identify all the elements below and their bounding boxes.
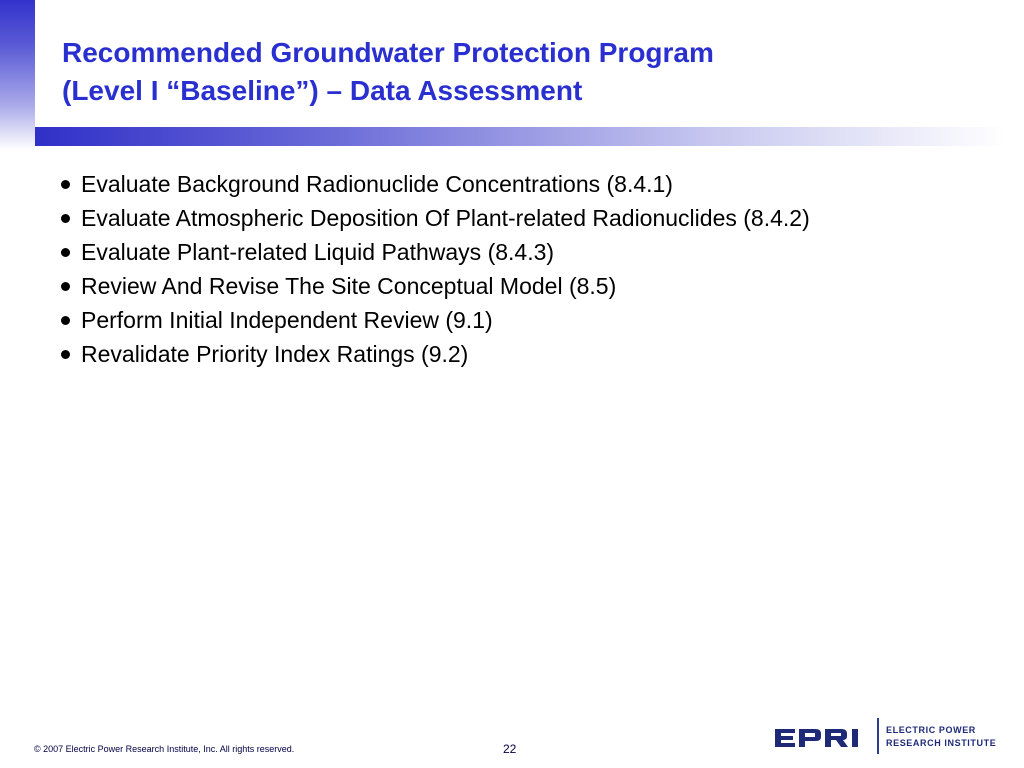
bullet-item (58, 167, 938, 201)
bullet-text: Revalidate Priority Index Ratings (9.2) (81, 341, 469, 367)
footer-copyright: © 2007 Electric Power Research Institute, Inc. All rights reserved. (34, 744, 295, 754)
bullet-text: Review And Revise The Site Conceptual Model (8.5) (81, 273, 617, 299)
page-number: 22 (503, 742, 517, 756)
title-divider-gradient (35, 127, 1007, 146)
bullet-dot-icon (61, 316, 70, 325)
bullet-dot-icon (61, 214, 70, 223)
bullet-item (58, 235, 938, 269)
bullet-dot-icon (61, 180, 70, 189)
bullet-text: Perform Initial Independent Review (9.1) (81, 307, 493, 333)
bullet-item (58, 201, 938, 235)
slide-title-line-1: Recommended Groundwater Protection Program (62, 37, 714, 68)
bullet-text: Evaluate Background Radionuclide Concentrations (8.4.1) (81, 171, 673, 197)
bullet-item (58, 337, 938, 371)
bullet-dot-icon (61, 350, 70, 359)
bullet-list (58, 167, 938, 371)
epri-logo-mark-icon (773, 726, 871, 750)
logo-line-2: RESEARCH INSTITUTE (886, 738, 997, 748)
logo-divider (877, 718, 879, 754)
bullet-dot-icon (61, 282, 70, 291)
slide-title-line-2: (Level I “Baseline”) – Data Assessment (62, 75, 583, 106)
logo-line-1: ELECTRIC POWER (886, 725, 976, 735)
epri-logo (773, 716, 1003, 760)
bullet-dot-icon (61, 248, 70, 257)
slide-title (62, 34, 962, 110)
bullet-item (58, 269, 938, 303)
bullet-text: Evaluate Plant-related Liquid Pathways (8.4.3) (81, 239, 555, 265)
logo-wordmark (886, 724, 996, 750)
left-accent-bar (0, 0, 35, 150)
bullet-text: Evaluate Atmospheric Deposition Of Plant-related Radionuclides (8.4.2) (81, 205, 810, 231)
bullet-item (58, 303, 938, 337)
